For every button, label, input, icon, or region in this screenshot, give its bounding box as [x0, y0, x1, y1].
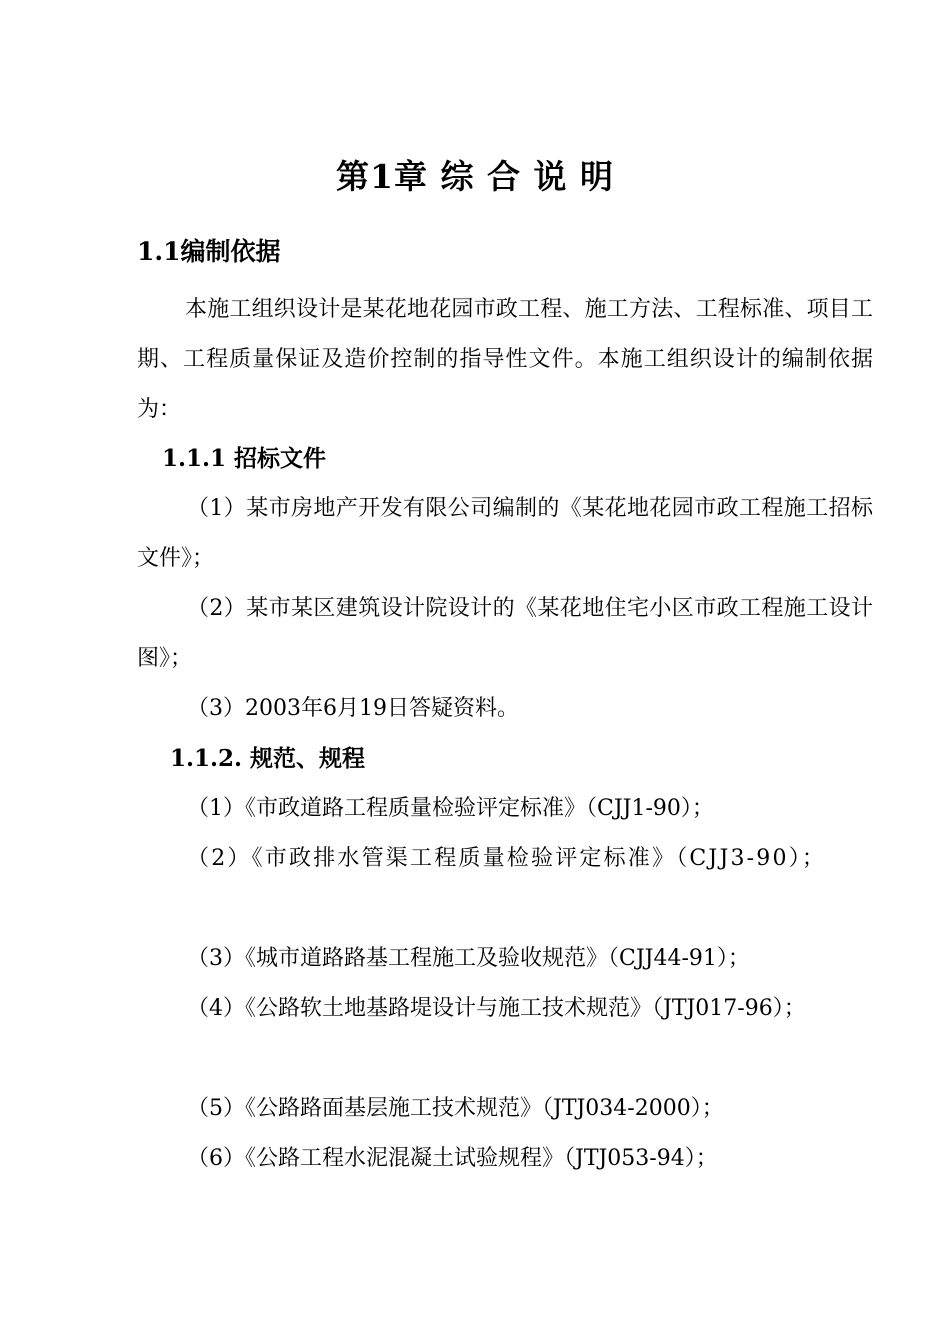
chapter-title: 第1章 综 合 说 明 — [336, 157, 614, 196]
list-item: （6）《公路工程水泥混凝土试验规程》（JTJ053-94）； — [187, 1146, 718, 1171]
list-item: （2）某市某区建筑设计院设计的《某花地住宅小区市政工程施工设计图》； — [137, 596, 873, 671]
list-item: （2）《市政排水管渠工程质量检验评定标准》（CJJ3-90）； — [187, 846, 827, 871]
section-title: 1.1编制依据 — [137, 237, 281, 266]
intro-paragraph: 本施工组织设计是某花地花园市政工程、施工方法、工程标准、项目工期、工程质量保证及造价控制的指导性文件。本施工组织设计的编制依据为： — [137, 297, 873, 422]
list-item: （3）《城市道路路基工程施工及验收规范》（CJJ44-91）； — [187, 946, 750, 971]
list-item: （4）《公路软土地基路堤设计与施工技术规范》（JTJ017-96）； — [187, 996, 806, 1021]
list-item: （1）《市政道路工程质量检验评定标准》（CJJ1-90）； — [187, 796, 714, 821]
list-item: （5）《公路路面基层施工技术规范》（JTJ034-2000）； — [187, 1096, 724, 1121]
list-item: （1）某市房地产开发有限公司编制的《某花地花园市政工程施工招标文件》； — [137, 496, 873, 571]
subsection-title-bidding: 1.1.1 招标文件 — [162, 445, 327, 472]
list-item: （3）2003年6月19日答疑资料。 — [187, 696, 519, 721]
subsection-title-standards: 1.1.2. 规范、规程 — [170, 745, 366, 772]
